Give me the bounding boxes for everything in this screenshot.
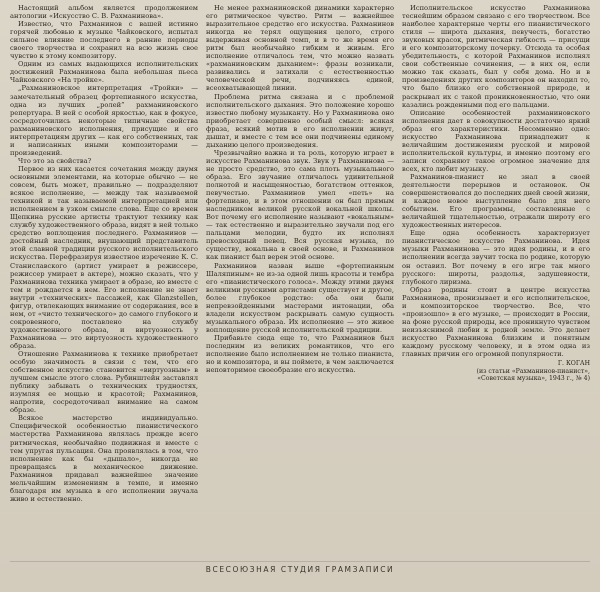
paragraph: Образ родины стоит в центре искусства Рахманинова, пронизывает и его исполнительское, и композиторское творчество. Все, что «произошло» в его музыке, — происходит в России, на фоне русской природы, все проникнуто чувством неизъяснимой любви к родной земле. Это делает искусство Рахманинова близким и понятным каждому русскому человеку, и в этом одна из главных причин его огромной популярности.: [402, 285, 590, 359]
signature-source-line2: «Советская музыка», 1943 г., № 4): [477, 375, 590, 383]
text-columns: [10, 4, 592, 560]
author-signature: [402, 360, 590, 383]
signature-source-line1: (из статьи «Рахманинов-пианист»,: [476, 367, 590, 375]
paragraph: Настоящий альбом является продолжением антологии «Искусство С. В. Рахманинова».: [10, 4, 198, 21]
paragraph: Одним из самых выдающихся исполнительских достижений Рахманинова была небольшая пьеса Чайковского «На тройке».: [10, 60, 198, 85]
paragraph: Прибавьте сюда еще то, что Рахманинов был последним из великих романтиков, что его исполнение было исполнением не только пианиста, но и композитора, и вы поймете, в чем заключается неповторимое своеобразие его искусства.: [206, 333, 394, 375]
paragraph: Рахманинов назван выше «фортепианным Шаляпиным» не из-за одной лишь красоты и тембра его «пианистического голоса». Между этими двумя великими русскими артистами существует и другое, более глубокое родство: оба они были непревзойденными мастерами интонации, оба владели искусством раскрывать самую сущность музыкального образа. Их исполнение — это живое воплощение русской исполнительской традиции.: [206, 261, 394, 334]
column-1: [10, 4, 198, 560]
signature-author: Г. КОГАН: [557, 360, 590, 368]
paragraph: Еще одна особенность характеризует пианистическое искусство Рахманинова. Идея музыки Рахманинова — это идея родины, и в его исполнении всегда звучит тоска по родине, которую он оставил. Вот почему в его игре так много русского: широты, раздолья, задушевности, глубокого лиризма.: [402, 229, 590, 286]
paragraph: Проблема ритма связана и с проблемой исполнительского дыхания. Это положение хорошо известно любому музыканту. Но у Рахманинова оно приобретает совершенно особый смысл: всякая фраза, всякий мотив в его исполнении живут, дышат, и вместе с тем все они подчинены единому дыханию целого произведения.: [206, 92, 394, 149]
paragraph: Что это за свойства?: [18, 156, 92, 165]
paragraph: Чрезвычайно важна и та роль, которую играет в искусстве Рахманинова звук. Звук у Рахманинова — не просто средство, это сама плоть музыкального образа. Его звучание отличалось удивительной полнотой и насыщенностью, богатством оттенков, певучестью. Рахманинов умел «петь» на фортепиано, и в этом отношении он был прямым наследником великой русской вокальной школы. Вот почему его исполнение называют «вокальным» — так естественно и выразительно звучали под его пальцами мелодии, будто их исполнял превосходный певец. Вся русская музыка, по существу, вокальна в своей основе, и Рахманинов как пианист был верен этой основе.: [206, 148, 394, 262]
column-2: [206, 4, 394, 560]
paragraph: Первое из них касается сочетания между двумя основными элементами, на которые обычно — не совсем, быть может, правильно — подразделяют всякое исполнение, — между так называемой техникой и так называемой интерпретацией или исполнением в узком смысле слова. Еще со времен Щепкина русские артисты трактуют технику как службу художественного образа, видят в ней только средство воплощения последнего. Рахманинов — достойный наследник, внушающий представитель этой славной традиции русского исполнительского искусства. Перефразируя известное изречение К. С. Станиславского (артист умирает в режиссере, режиссер умирает в актере), можно сказать, что у Рахманинова техника умирает в образе, но вместе с тем и рождается в нем. Его исполнение не знает внутри «технических» пассажей, как Glanzstellen, фигур, отвлекающих внимание от содержания, все в нем, от «чисто технического» до самого глубокого и сокровенного, поставлено на службу художественного образа, и виртуозность у Рахманинова — это виртуозность художественного образа.: [10, 164, 198, 350]
paragraph: Рахманинов-пианист не знал в своей деятельности перерывов и остановок. Он совершенствовался до последних дней своей жизни, и каждое новое выступление было для него событием. Его программы, составленные с величайшей тщательностью, отражали широту его художественных интересов.: [402, 172, 590, 230]
footer-divider: [10, 561, 590, 562]
paragraph: Исполнительское искусство Рахманинова теснейшим образом связано с его творчеством. Все наиболее характерные черты его пианистического стиля — широта дыхания, певучесть, богатство звуковых красок, ритмическая гибкость — присущи и его композиторскому почерку. Отсюда та особая убедительность, с которой Рахманинов исполнял свои собственные сочинения, — в них он, если можно так сказать, был у себя дома. Но и в произведениях других композиторов он находил то, что было близко его собственной природе, и раскрывал их с такой проникновенностью, что они казались рожденными под его пальцами.: [402, 4, 590, 109]
paragraph: Отношение Рахманинова к технике приобретает особую значимость в связи с тем, что его собственное искусство становится «виртуозным» в лучшем смысле этого слова. Рубинштейн заставлял публику забывать о технических трудностях, изумляя ее мощью и красотой; Рахманинов, напротив, сосредоточивал внимание на самом образе.: [10, 350, 198, 415]
paragraph: Известно, что Рахманинов с вашей истинно горячей любовью к музыке Чайковского, испытал сильное влияние последнего в ранние периоды своего творчества и сохранил на всю жизнь свое чувство к этому композитору.: [10, 20, 198, 61]
paragraph: Не менее рахманиновской динамики характерно его ритмическое чувство. Ритм — важнейшее выразительное средство его искусства. Рахманинов никогда не терял ощущения целого, строго выдерживая основной темп, и в то же время его ритм был необычайно гибким и живым. Его исполнение отличалось тем, что можно назвать «рахманиновским дыханием»: фразы возникали, развивались и затихали с естественностью человеческой речи, подчиняясь единой, всеохватывающей линии.: [206, 4, 394, 93]
paragraph: Всякое мастерство индивидуально. Специфической особенностью пианистического мастерства Рахманинова являлась прежде всего ритмическая, необычайно подвижная и вместе с тем упругая пульсация. Она проявлялась в том, что исполнение как бы «дышало», никогда не превращаясь в механическое движение. Рахманинов придавал важнейшее значение мельчайшим изменениям в темпе, и именно благодаря им музыка в его исполнении звучала живо и естественно.: [10, 414, 198, 503]
column-3: [402, 4, 590, 560]
paragraph: „Рахманиновское интерпретация «Тройки» — замечательный образец фортепианного искусства, одна из лучших „ролей” рахманиновского репертуара. В ней с особой яркостью, как в фокусе, сосредоточились некоторые типичные свойства рахманиновского исполнения, присущие и его интерпретациям других — как его собственных, так и написанных иными композиторами — произведений.: [10, 84, 198, 157]
studio-footer: ВСЕСОЮЗНАЯ СТУДИЯ ГРАМЗАПИСИ: [205, 565, 395, 574]
paragraph: Описание особенностей рахманиновского исполнения дает в совокупности достаточно яркий образ его характеристики. Несомненно одно: искусство Рахманинова принадлежит к величайшим достижениям русской и мировой исполнительской культуры, и именно поэтому его записи сохраняют такое огромное значение для всех, кто любит музыку.: [402, 108, 590, 173]
